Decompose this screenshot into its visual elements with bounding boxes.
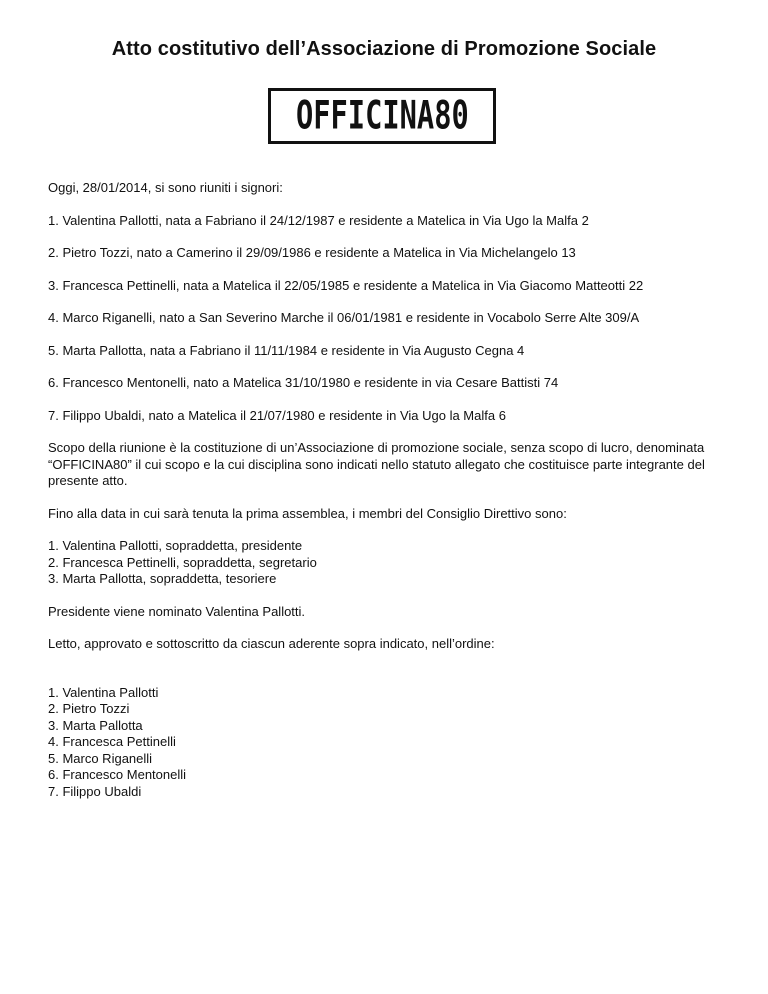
signatory-item: 3. Marta Pallotta xyxy=(48,717,143,733)
member-item: 3. Francesca Pettinelli, nata a Matelica il 22/05/1985 e residente a Matelica in Via Giacomo Matteotti 22 xyxy=(48,277,644,293)
signatory-item: 6. Francesco Mentonelli xyxy=(48,767,187,782)
member-item: 7. Filippo Ubaldi, nato a Matelica il 21/07/1980 e residente in Via Ugo la Malfa 6 xyxy=(48,407,506,423)
spacer xyxy=(48,669,728,685)
signatory-item: 7. Filippo Ubaldi xyxy=(48,783,142,799)
board-list xyxy=(48,538,728,588)
signatory-item: 5. Marco Riganelli xyxy=(48,750,153,766)
member-item: 1. Valentina Pallotti, nata a Fabriano il 24/12/1987 e residente a Matelica in Via Ugo la Malfa 2 xyxy=(48,212,589,228)
member-item: 2. Pietro Tozzi, nato a Camerino il 29/09/1986 e residente a Matelica in Via Michelangelo 13 xyxy=(48,245,576,260)
member-item: 4. Marco Riganelli, nato a San Severino Marche il 06/01/1981 e residente in Vocabolo Serre Alte 309/A xyxy=(48,310,640,325)
board-intro-paragraph: Fino alla data in cui sarà tenuta la prima assemblea, i membri del Consiglio Direttivo sono: xyxy=(48,505,567,521)
document-body xyxy=(48,180,728,816)
president-statement: Presidente viene nominato Valentina Pallotti. xyxy=(48,603,306,619)
signatory-item: 1. Valentina Pallotti xyxy=(48,684,159,700)
board-item: 1. Valentina Pallotti, sopraddetta, presidente xyxy=(48,538,303,553)
document-title: Atto costitutivo dell’Associazione di Promozione Sociale xyxy=(111,38,657,60)
signatory-item: 2. Pietro Tozzi xyxy=(48,701,130,716)
signing-statement: Letto, approvato e sottoscritto da ciascun aderente sopra indicato, nell’ordine: xyxy=(48,636,495,651)
member-item: 5. Marta Pallotta, nata a Fabriano il 11/11/1984 e residente in Via Augusto Cegna 4 xyxy=(48,342,525,358)
signatory-list xyxy=(48,685,728,801)
member-list xyxy=(48,213,728,425)
board-item: 2. Francesca Pettinelli, sopraddetta, segretario xyxy=(48,554,317,570)
member-item: 6. Francesco Mentonelli, nato a Matelica 31/10/1980 e residente in via Cesare Battisti 74 xyxy=(48,375,559,390)
board-item: 3. Marta Pallotta, sopraddetta, tesoriere xyxy=(48,571,277,586)
intro-paragraph: Oggi, 28/01/2014, si sono riuniti i signori: xyxy=(48,180,283,195)
purpose-paragraph: Scopo della riunione è la costituzione di un’Associazione di promozione sociale, senza scopo di lucro, denominata “OFFICINA80” il cui scopo e la cui disciplina sono indicati nello statuto allegato che costituisce parte integrante del presente atto. xyxy=(48,440,705,488)
officina80-logo xyxy=(268,88,496,144)
logo-text: OFFICINA80 xyxy=(295,93,469,139)
signatory-item: 4. Francesca Pettinelli xyxy=(48,734,176,749)
